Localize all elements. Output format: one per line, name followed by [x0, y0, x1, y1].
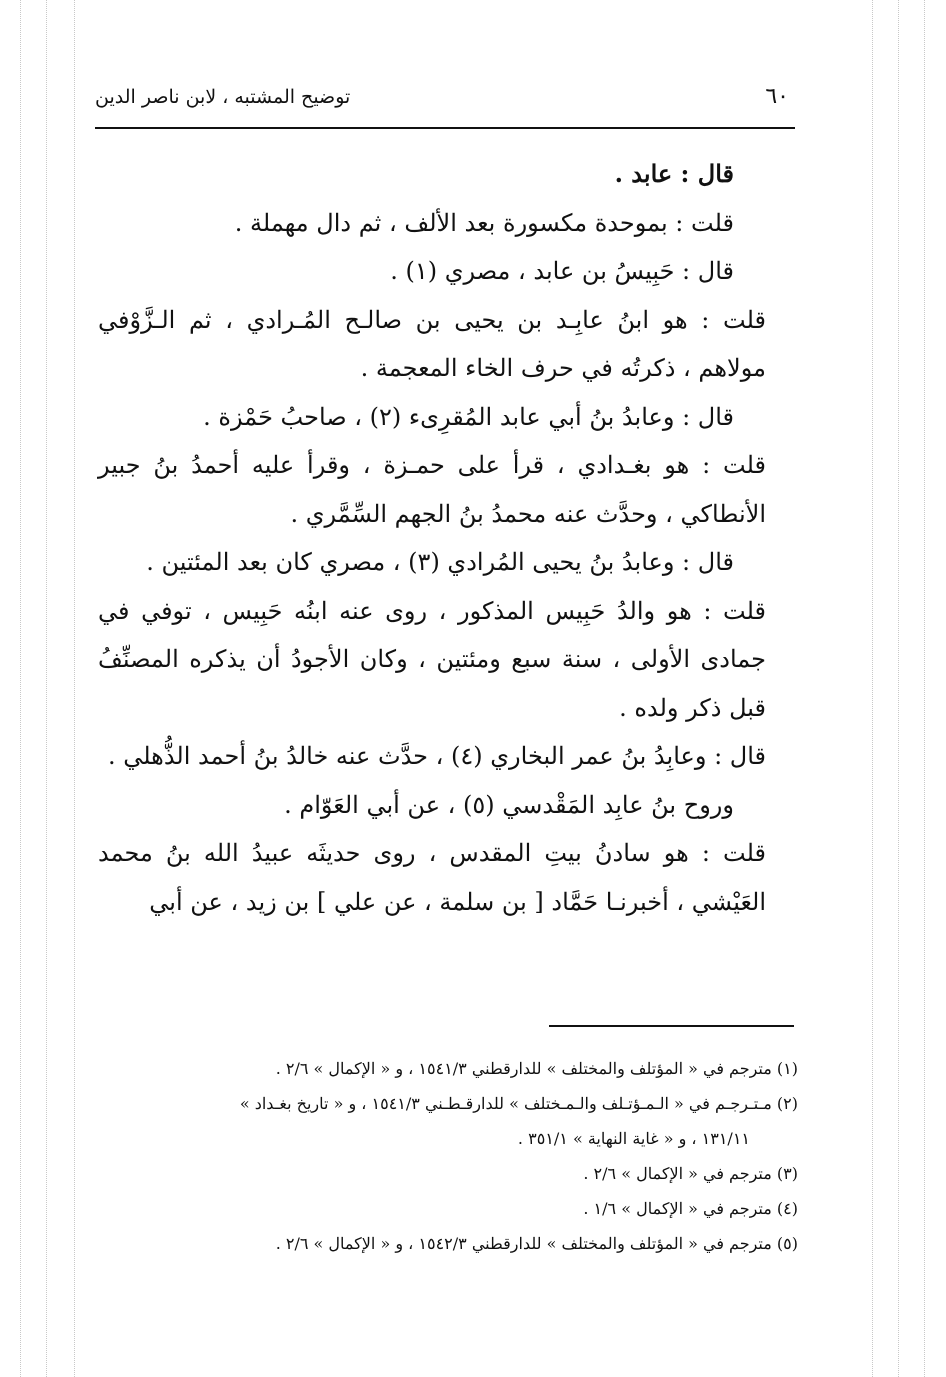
- scan-guide-line: [872, 0, 873, 1377]
- page-number: ٦٠: [765, 84, 789, 109]
- text-paragraph: قلت : هو ابنُ عابِـد بن يحيى بن صالـح المُـرادي ، ثم الـزَّوْفي مولاهم ، ذكرتُه في حرف الخاء المعجمة .: [98, 305, 766, 382]
- running-head: [95, 84, 795, 124]
- scan-guide-line: [20, 0, 21, 1377]
- header-rule: [95, 127, 795, 129]
- text-paragraph: وروح بنُ عابِد المَقْدسي (٥) ، عن أبي العَوّام .: [284, 790, 734, 819]
- footnotes: [108, 1051, 798, 1261]
- scan-guide-line: [898, 0, 899, 1377]
- text-paragraph: قلت : هو سادنُ بيتِ المقدس ، روى حديثَه عبيدُ الله بنُ محمد العَيْشي ، أخبرنـا حَمَّاد [ بن سلمة ، عن علي ] بن زيد ، عن أبي: [98, 839, 766, 916]
- footnote-1: (١) مترجم في « المؤتلف والمختلف » للدارقطني ١٥٤١/٣ ، و « الإكمال » ٢/٦ .: [275, 1059, 798, 1078]
- footnote-2: (٢) مـتـرجـم في « الـمـؤتـلف والـمـختلف » للدارقـطـني ١٥٤١/٣ ، و « تاريخ بغـداد »: [239, 1094, 798, 1113]
- scan-guide-line: [46, 0, 47, 1377]
- text-paragraph: قلت : هو بغـدادي ، قرأ على حمـزة ، وقرأ عليه أحمدُ بنُ جبير الأنطاكي ، وحدَّث عنه محمدُ بنُ الجهم السِّمَّري .: [98, 451, 766, 528]
- footnote-rule: [549, 1025, 794, 1027]
- scan-guide-line: [924, 0, 925, 1377]
- text-paragraph: قال : وعابدُ بنُ أبي عابد المُقرِىء (٢) ، صاحبُ حَمْزة .: [203, 402, 734, 431]
- text-paragraph: قال : عابد .: [614, 159, 734, 188]
- text-paragraph: قلت : بموحدة مكسورة بعد الألف ، ثم دال مهملة .: [234, 208, 734, 237]
- text-paragraph: قلت : هو والدُ حَبِيس المذكور ، روى عنه ابنُه حَبِيس ، توفي في جمادى الأولى ، سنة سبع ومئتين ، وكان الأجودُ أن يذكره المصنِّفُ قبل ذكر ولده .: [98, 596, 767, 722]
- text-paragraph: قال : حَبِيسُ بن عابد ، مصري (١) .: [390, 257, 734, 285]
- running-title: توضيح المشتبه ، لابن ناصر الدين: [95, 86, 351, 108]
- footnote-3: (٣) مترجم في « الإكمال » ٢/٦ .: [583, 1164, 798, 1183]
- text-paragraph: قال : وعابِدُ بنُ عمر البخاري (٤) ، حدَّث عنه خالدُ بنُ أحمد الذُّهلي .: [107, 742, 766, 770]
- footnote-4: (٤) مترجم في « الإكمال » ١/٦ .: [583, 1199, 798, 1218]
- footnote-2-continuation: ١٣١/١١ ، و « غاية النهاية » ٣٥١/١ .: [517, 1129, 750, 1148]
- scan-guide-line: [74, 0, 75, 1377]
- footnote-5: (٥) مترجم في « المؤتلف والمختلف » للدارقطني ١٥٤٢/٣ ، و « الإكمال » ٢/٦ .: [275, 1234, 798, 1253]
- main-text: [98, 150, 766, 926]
- text-paragraph: قال : وعابدُ بنُ يحيى المُرادي (٣) ، مصري كان بعد المئتين .: [146, 548, 734, 576]
